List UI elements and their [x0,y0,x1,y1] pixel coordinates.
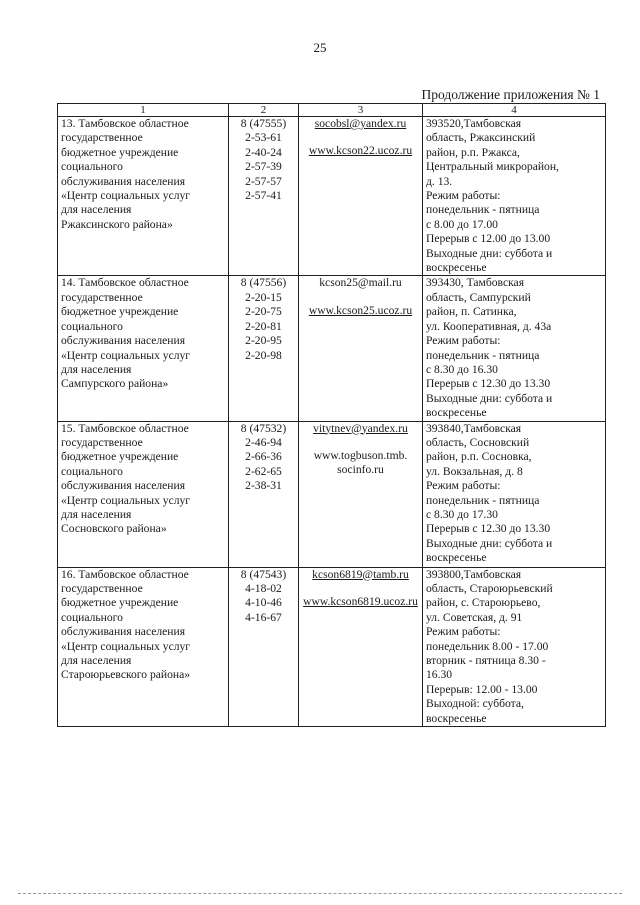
organization-line: обслуживания населения [61,334,186,348]
address-line: 393520,Тамбовская [426,117,522,130]
schedule-line: Режим работы: [426,189,501,203]
schedule-line: воскресенье [426,711,487,725]
organization-line: для населения [61,203,132,217]
phone-number: 2-20-81 [245,319,282,333]
schedule-line: Режим работы: [426,625,501,639]
phone-number: 4-10-46 [245,596,282,610]
phone-code: 8 (47543) [240,567,287,581]
organization-line: обслуживания населения [61,479,186,493]
phone-number: 2-20-75 [245,305,282,319]
organization-line: 15. Тамбовское областное [61,421,189,435]
phone-number: 2-62-65 [245,464,282,478]
organization-line: 16. Тамбовское областное [61,567,189,581]
address-line: район, р.п. Ржакса, [426,145,520,159]
phone-number: 2-57-57 [245,174,282,188]
address-line: ул. Советская, д. 91 [426,610,523,624]
phone-cell [229,117,299,276]
schedule-line: понедельник - пятница [426,203,540,217]
contacts-cell [299,421,423,567]
organization-cell [58,117,229,276]
contacts-cell [299,276,423,421]
phone-number: 2-38-31 [245,479,282,493]
schedule-line: Выходные дни: суббота и [426,246,553,260]
table-row [58,567,606,726]
phone-code: 8 (47532) [240,421,287,435]
website-text: socinfo.ru [337,463,384,477]
organization-cell [58,421,229,567]
address-cell [423,567,606,726]
address-line: район, р.п. Сосновка, [426,450,532,464]
organization-line: бюджетное учреждение [61,450,179,464]
address-line: ул. Кооперативная, д. 43а [426,319,552,333]
phone-cell [229,567,299,726]
address-cell [423,421,606,567]
schedule-line: Выходные дни: суббота и [426,391,553,405]
address-line: район, п. Сатинка, [426,305,517,319]
schedule-line: воскресенье [426,406,487,420]
organization-line: бюджетное учреждение [61,305,179,319]
phone-number: 2-57-41 [245,189,282,203]
schedule-line: с 8.00 до 17.00 [426,217,498,231]
contacts-cell [299,117,423,276]
schedule-line: Перерыв с 12.00 до 13.00 [426,232,551,246]
table-row [58,117,606,276]
organization-line: бюджетное учреждение [61,596,179,610]
organization-line: для населения [61,653,132,667]
phone-number: 4-18-02 [245,581,282,595]
organization-line: Сампурского района» [61,377,169,391]
phone-number: 2-40-24 [245,145,282,159]
phone-number: 2-20-15 [245,290,282,304]
organization-line: для населения [61,507,132,521]
organization-line: социального [61,160,123,174]
schedule-line: 16.30 [426,668,453,682]
schedule-line: Выходной: суббота, [426,697,524,711]
column-header: 1 [58,104,229,117]
address-line: область, Ржаксинский [426,131,536,145]
schedule-line: воскресенье [426,551,487,565]
website-link[interactable]: www.kcson6819.ucoz.ru [303,594,418,608]
appendix-continuation-heading: Продолжение приложения № 1 [421,87,600,102]
phone-number: 2-46-94 [245,435,282,449]
website-link[interactable]: www.kcson22.ucoz.ru [308,144,413,158]
organization-line: Староюрьевского района» [61,668,191,682]
address-line: Центральный микрорайон, [426,160,559,174]
organization-line: 13. Тамбовское областное [61,117,189,130]
organization-cell [58,276,229,421]
schedule-line: воскресенье [426,261,487,275]
email-link[interactable]: kcson6819@tamb.ru [312,567,409,581]
phone-number: 2-66-36 [245,450,282,464]
organization-line: государственное [61,131,143,145]
address-line: 393840,Тамбовская [426,421,522,435]
organization-line: государственное [61,581,143,595]
phone-cell [229,421,299,567]
website-link[interactable]: www.kcson25.ucoz.ru [308,303,413,317]
phone-number: 2-57-39 [245,160,282,174]
table-row [58,421,606,567]
schedule-line: понедельник - пятница [426,348,540,362]
organization-line: обслуживания населения [61,174,186,188]
address-line: область, Сампурский [426,290,531,304]
organization-line: «Центр социальных услуг [61,348,191,362]
address-line: д. 13. [426,174,453,188]
address-line: 393430, Тамбовская [426,276,525,290]
organization-line: социального [61,319,123,333]
organization-line: «Центр социальных услуг [61,639,191,653]
contacts-cell [299,567,423,726]
schedule-line: с 8.30 до 16.30 [426,362,498,376]
organization-line: социального [61,610,123,624]
organization-line: Сосновского района» [61,522,167,536]
scan-bottom-edge [18,893,622,894]
schedule-line: с 8.30 до 17.30 [426,507,498,521]
address-cell [423,276,606,421]
address-line: область, Староюрьевский [426,581,553,595]
organization-line: Ржаксинского района» [61,217,173,231]
organization-line: государственное [61,290,143,304]
organization-cell [58,567,229,726]
page-number: 25 [313,40,327,55]
table-header-row [58,104,606,117]
phone-number: 2-20-95 [245,334,282,348]
column-header: 3 [299,104,423,117]
schedule-line: понедельник 8.00 - 17.00 [426,639,549,653]
column-header: 2 [229,104,299,117]
schedule-line: Выходные дни: суббота и [426,536,553,550]
organization-line: государственное [61,435,143,449]
address-line: 393800,Тамбовская [426,567,522,581]
organization-line: «Центр социальных услуг [61,189,191,203]
schedule-line: Перерыв: 12.00 - 13.00 [426,682,538,696]
organization-line: 14. Тамбовское областное [61,276,189,290]
address-line: район, с. Староюрьево, [426,596,541,610]
schedule-line: Режим работы: [426,334,501,348]
phone-code: 8 (47555) [240,117,287,130]
email-link[interactable]: vitytnev@yandex.ru [313,421,408,435]
phone-cell [229,276,299,421]
email-link[interactable]: socobsl@yandex.ru [314,117,407,130]
address-line: ул. Вокзальная, д. 8 [426,464,523,478]
organization-line: «Центр социальных услуг [61,493,191,507]
email-text: kcson25@mail.ru [319,276,402,290]
institutions-table [57,103,606,727]
table-row [58,276,606,421]
phone-number: 2-53-61 [245,131,282,145]
schedule-line: Перерыв с 12.30 до 13.30 [426,522,551,536]
organization-line: обслуживания населения [61,625,186,639]
organization-line: социального [61,464,123,478]
schedule-line: понедельник - пятница [426,493,540,507]
schedule-line: Режим работы: [426,479,501,493]
organization-line: бюджетное учреждение [61,145,179,159]
schedule-line: Перерыв с 12.30 до 13.30 [426,377,551,391]
organization-line: для населения [61,362,132,376]
address-cell [423,117,606,276]
address-line: область, Сосновский [426,435,530,449]
phone-number: 4-16-67 [245,610,282,624]
column-header: 4 [423,104,606,117]
website-text: www.togbuson.tmb. [313,448,408,462]
phone-code: 8 (47556) [240,276,287,290]
phone-number: 2-20-98 [245,348,282,362]
schedule-line: вторник - пятница 8.30 - [426,653,546,667]
